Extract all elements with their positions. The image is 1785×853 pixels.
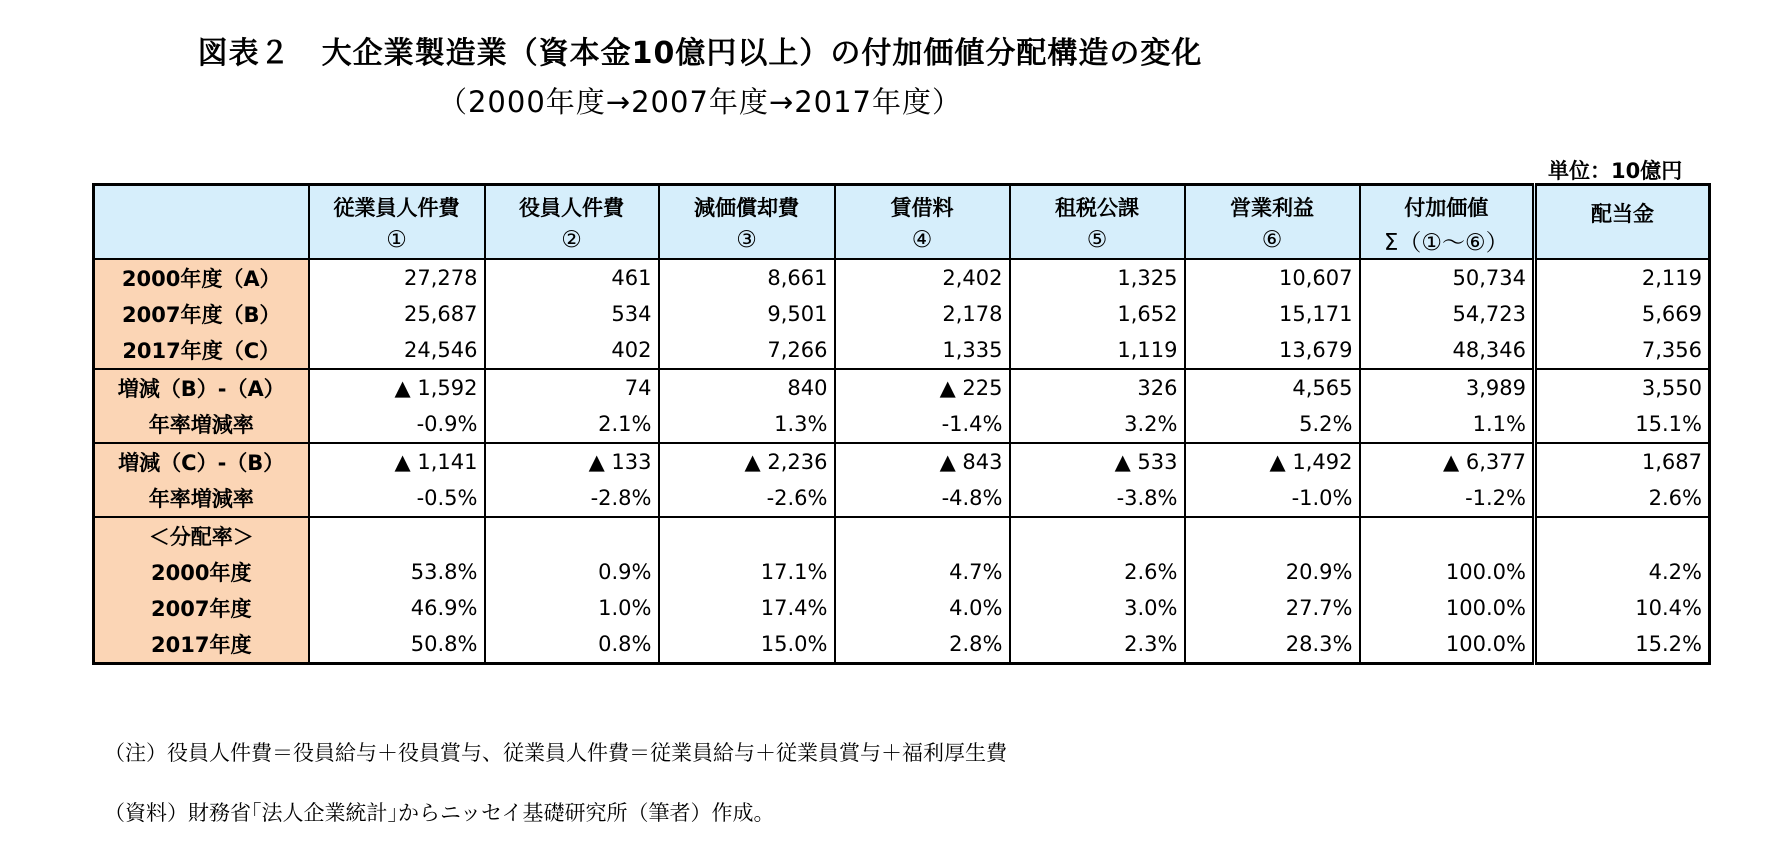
table-cell: -1.0% (1185, 480, 1360, 517)
row-label: 2007年度 (94, 590, 309, 626)
table-cell: 13,679 (1185, 332, 1360, 369)
table-cell: 100.0% (1360, 554, 1535, 590)
table-cell: -1.2% (1360, 480, 1535, 517)
table-row (94, 626, 1710, 664)
table-cell (659, 517, 835, 554)
table-cell: 2.6% (1010, 554, 1185, 590)
table-cell: -4.8% (835, 480, 1010, 517)
table-cell (1360, 517, 1535, 554)
table-row (94, 443, 1710, 480)
table-row (94, 369, 1710, 406)
table-cell: 0.9% (485, 554, 659, 590)
unit-label: 単位：10億円 (1548, 159, 1683, 183)
value-added-table (92, 183, 1711, 665)
table-cell: 4.2% (1535, 554, 1710, 590)
table-cell: 326 (1010, 369, 1185, 406)
column-header: 減価償却費 (659, 185, 835, 223)
table-row (94, 259, 1710, 296)
table-cell: ▲ 2,236 (659, 443, 835, 480)
column-header-number: Σ（①～⑥） (1360, 222, 1535, 259)
row-label: 増減（B）-（A） (94, 369, 309, 406)
row-label: 2000年度 (94, 554, 309, 590)
table-row (94, 517, 1710, 554)
header-row (94, 185, 1710, 223)
table-row (94, 480, 1710, 517)
table-cell: 5.2% (1185, 406, 1360, 443)
table-cell: 10,607 (1185, 259, 1360, 296)
table-cell: 27.7% (1185, 590, 1360, 626)
table-cell: 2.8% (835, 626, 1010, 664)
table-cell: ▲ 6,377 (1360, 443, 1535, 480)
column-header-number: ⑥ (1185, 222, 1360, 259)
table-cell: 24,546 (309, 332, 485, 369)
table-cell: 2,402 (835, 259, 1010, 296)
table-cell: 0.8% (485, 626, 659, 664)
table-cell: 1,652 (1010, 296, 1185, 332)
table-cell: ▲ 1,492 (1185, 443, 1360, 480)
table-cell (835, 517, 1010, 554)
table-cell (1010, 517, 1185, 554)
row-label: 2007年度（B） (94, 296, 309, 332)
table-cell: -0.5% (309, 480, 485, 517)
table-cell: 53.8% (309, 554, 485, 590)
table-cell (1185, 517, 1360, 554)
table-cell: -0.9% (309, 406, 485, 443)
table-cell: ▲ 533 (1010, 443, 1185, 480)
table-cell: 15.2% (1535, 626, 1710, 664)
figure-title: 図表２ 大企業製造業（資本金10億円以上）の付加価値分配構造の変化 (197, 36, 1203, 71)
column-header: 役員人件費 (485, 185, 659, 223)
table-cell: 100.0% (1360, 626, 1535, 664)
column-header: 賃借料 (835, 185, 1010, 223)
note-source: （資料）財務省｢法人企業統計｣からニッセイ基礎研究所（筆者）作成。 (104, 801, 775, 825)
table-cell (309, 517, 485, 554)
table-cell: ▲ 843 (835, 443, 1010, 480)
table-cell: 1,119 (1010, 332, 1185, 369)
table-cell: -2.6% (659, 480, 835, 517)
column-header-number: ③ (659, 222, 835, 259)
table-cell: 17.4% (659, 590, 835, 626)
row-label: 2017年度 (94, 626, 309, 664)
table-cell: 1.3% (659, 406, 835, 443)
table-cell: 4,565 (1185, 369, 1360, 406)
table-cell: 74 (485, 369, 659, 406)
table-cell: 840 (659, 369, 835, 406)
table-cell: 46.9% (309, 590, 485, 626)
table-cell: 15.1% (1535, 406, 1710, 443)
table-cell: 28.3% (1185, 626, 1360, 664)
table-cell: 1.1% (1360, 406, 1535, 443)
table-row (94, 554, 1710, 590)
table-cell: 7,266 (659, 332, 835, 369)
table-cell: 2.3% (1010, 626, 1185, 664)
table-cell: 3.2% (1010, 406, 1185, 443)
table-cell: 25,687 (309, 296, 485, 332)
table-cell: 2.1% (485, 406, 659, 443)
header-sub-row (94, 222, 1710, 259)
table-cell: 20.9% (1185, 554, 1360, 590)
table-cell: ▲ 225 (835, 369, 1010, 406)
table-cell: ▲ 1,141 (309, 443, 485, 480)
column-header-number: ⑤ (1010, 222, 1185, 259)
table-cell: 4.7% (835, 554, 1010, 590)
row-label: 2017年度（C） (94, 332, 309, 369)
table-cell: 3,550 (1535, 369, 1710, 406)
table-cell: ▲ 133 (485, 443, 659, 480)
row-label: ＜分配率＞ (94, 517, 309, 554)
table-cell: 50.8% (309, 626, 485, 664)
table-cell: 1.0% (485, 590, 659, 626)
table-cell: 3.0% (1010, 590, 1185, 626)
column-header: 配当金 (1535, 185, 1710, 260)
table-row (94, 590, 1710, 626)
table-cell: 1,335 (835, 332, 1010, 369)
table-cell: 1,325 (1010, 259, 1185, 296)
table-cell: 54,723 (1360, 296, 1535, 332)
table-cell: 17.1% (659, 554, 835, 590)
table-cell: 27,278 (309, 259, 485, 296)
table-cell: 8,661 (659, 259, 835, 296)
table-cell: 2.6% (1535, 480, 1710, 517)
corner-cell (94, 185, 309, 260)
table-cell (1535, 517, 1710, 554)
table-cell: 4.0% (835, 590, 1010, 626)
table-cell: ▲ 1,592 (309, 369, 485, 406)
column-header: 営業利益 (1185, 185, 1360, 223)
table-cell: 7,356 (1535, 332, 1710, 369)
row-label: 年率増減率 (94, 480, 309, 517)
table-cell: -3.8% (1010, 480, 1185, 517)
table-row (94, 296, 1710, 332)
table-cell: -2.8% (485, 480, 659, 517)
table-cell: 15.0% (659, 626, 835, 664)
table-cell: 50,734 (1360, 259, 1535, 296)
table-cell: -1.4% (835, 406, 1010, 443)
table-cell: 534 (485, 296, 659, 332)
table-cell: 10.4% (1535, 590, 1710, 626)
column-header: 付加価値 (1360, 185, 1535, 223)
row-label: 2000年度（A） (94, 259, 309, 296)
column-header-number: ④ (835, 222, 1010, 259)
table-cell: 1,687 (1535, 443, 1710, 480)
table-cell (485, 517, 659, 554)
row-label: 年率増減率 (94, 406, 309, 443)
column-header-number: ② (485, 222, 659, 259)
note-definition: （注）役員人件費＝役員給与＋役員賞与、従業員人件費＝従業員給与＋従業員賞与＋福利厚生費 (104, 741, 1007, 765)
table-cell: 2,119 (1535, 259, 1710, 296)
row-label: 増減（C）-（B） (94, 443, 309, 480)
column-header: 従業員人件費 (309, 185, 485, 223)
table-row (94, 406, 1710, 443)
table-cell: 402 (485, 332, 659, 369)
table-cell: 9,501 (659, 296, 835, 332)
figure-subtitle: （2000年度→2007年度→2017年度） (437, 85, 962, 119)
table-cell: 3,989 (1360, 369, 1535, 406)
table-cell: 461 (485, 259, 659, 296)
table-cell: 48,346 (1360, 332, 1535, 369)
table-cell: 2,178 (835, 296, 1010, 332)
column-header-number: ① (309, 222, 485, 259)
column-header: 租税公課 (1010, 185, 1185, 223)
table-cell: 15,171 (1185, 296, 1360, 332)
table-cell: 100.0% (1360, 590, 1535, 626)
table-row (94, 332, 1710, 369)
table-cell: 5,669 (1535, 296, 1710, 332)
